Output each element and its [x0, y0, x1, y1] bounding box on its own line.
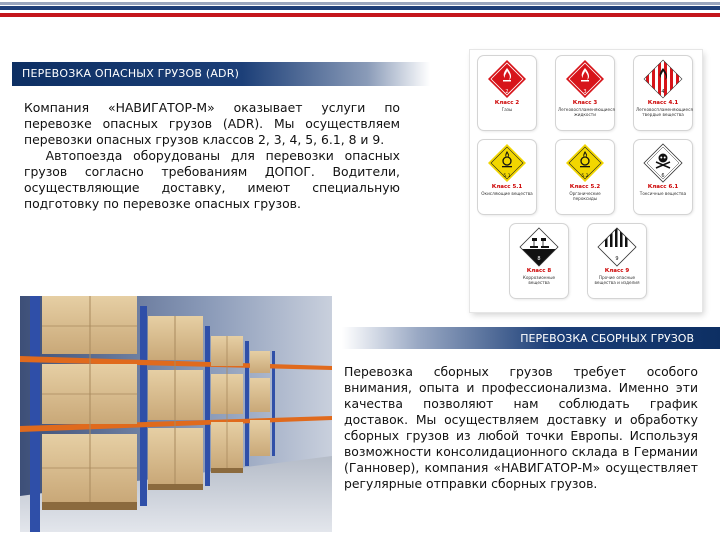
- sign-class-label: Класс 9: [604, 268, 630, 274]
- sign-class-label: Класс 3: [572, 100, 598, 106]
- sign-class-desc: Токсичные вещества: [639, 191, 687, 196]
- hazard-sign-class-4-1: [634, 56, 692, 130]
- warehouse-photo: [20, 296, 332, 532]
- svg-text:2: 2: [505, 89, 509, 95]
- flammable-solid-diamond-icon: [643, 59, 683, 99]
- hazard-sign-class-5-2: [556, 140, 614, 214]
- svg-text:5.1: 5.1: [503, 174, 511, 179]
- hazard-sign-class-6-1: [634, 140, 692, 214]
- hazard-sign-class-2: [478, 56, 536, 130]
- misc-hazard-diamond-icon: [597, 227, 637, 267]
- sign-class-label: Класс 8: [526, 268, 552, 274]
- flame-diamond-icon: [565, 59, 605, 99]
- sign-class-desc: Окисляющие вещества: [481, 191, 533, 196]
- hazard-sign-class-9: [588, 224, 646, 298]
- svg-text:8: 8: [537, 256, 541, 262]
- flame-diamond-icon: [487, 59, 527, 99]
- section-title-consolidated: [342, 327, 720, 349]
- sign-class-desc: Легковоспламеняющиеся жидкости: [558, 107, 615, 117]
- skull-diamond-icon: [643, 143, 683, 183]
- adr-paragraph-1: Компания «НАВИГАТОР-М» оказывает услуги по перевозке опасных грузов (ADR). Мы осуществляем перевозки опасных грузов классов 2, 3, 4, 5, 6.1, 8 и 9.: [24, 100, 400, 147]
- hazard-signs-panel: [470, 50, 702, 312]
- stripe-blue: [0, 6, 720, 10]
- stripe-red: [0, 13, 720, 17]
- sign-class-desc: Коррозионные вещества: [522, 275, 556, 285]
- svg-text:4: 4: [661, 89, 665, 95]
- sign-class-label: Класс 5.2: [569, 184, 601, 190]
- sign-class-desc: Легковоспламеняющиеся твердые вещества: [636, 107, 693, 117]
- sign-class-desc: Газы: [501, 107, 513, 112]
- consolidated-description: [344, 364, 698, 492]
- sign-class-label: Класс 4.1: [647, 100, 679, 106]
- oxidizer-diamond-icon: [487, 143, 527, 183]
- sign-class-label: Класс 2: [494, 100, 520, 106]
- stripe-gray: [0, 2, 720, 5]
- peroxide-diamond-icon: [565, 143, 605, 183]
- adr-description: [24, 100, 404, 212]
- header-stripes: [0, 0, 720, 18]
- hazard-sign-class-8: [510, 224, 568, 298]
- corrosive-diamond-icon: [519, 227, 559, 267]
- sign-class-desc: Органические пероксиды: [569, 191, 601, 201]
- hazard-sign-class-3: [556, 56, 614, 130]
- section-title-adr: [12, 62, 430, 86]
- svg-text:3: 3: [583, 89, 587, 95]
- sign-class-label: Класс 6.1: [647, 184, 679, 190]
- sign-class-label: Класс 5.1: [491, 184, 523, 190]
- svg-text:9: 9: [615, 256, 619, 262]
- sign-class-desc: Прочие опасные вещества и изделия: [594, 275, 640, 285]
- svg-text:6: 6: [661, 173, 665, 179]
- section-title-consolidated-text: ПЕРЕВОЗКА СБОРНЫХ ГРУЗОВ: [520, 332, 694, 345]
- hazard-sign-class-5-1: [478, 140, 536, 214]
- svg-text:5.2: 5.2: [581, 174, 589, 179]
- section-title-adr-text: ПЕРЕВОЗКА ОПАСНЫХ ГРУЗОВ (ADR): [22, 67, 240, 80]
- consolidated-paragraph: Перевозка сборных грузов требует особого внимания, опыта и профессионализма. Именно эти качества позволяют нам соблюдать график доставок. Мы осуществляем доставку и обработку сборных грузов из любой точки Европы. Используя возможности консолидационного склада в Германии (Ганновер), компания «НАВИГАТОР-М» осуществляет регулярные отправки сборных грузов.: [344, 364, 698, 491]
- adr-paragraph-2: Автопоезда оборудованы для перевозки опасных грузов согласно требованиям ДОПОГ. Водители, осуществляющие доставку, имеют специальную подготовку по перевозке опасных грузов.: [24, 148, 404, 211]
- warehouse-boxes-image: [20, 296, 332, 532]
